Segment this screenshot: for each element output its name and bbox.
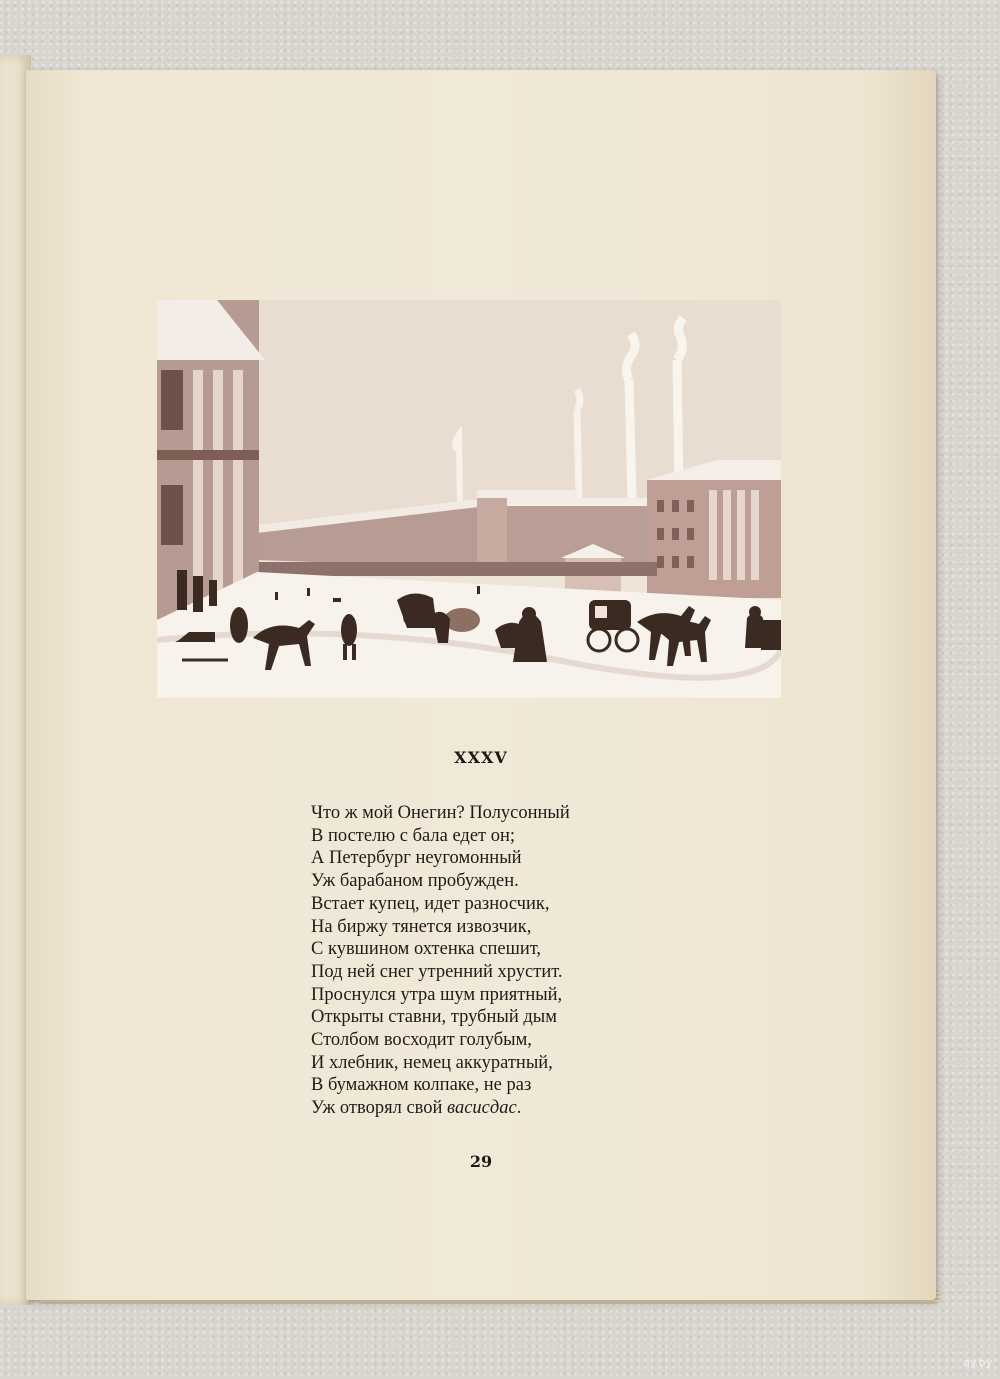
poem-line: В бумажном колпаке, не раз [311,1075,532,1096]
poem-line: С кувшином охтенка спешит, [311,939,542,960]
poem-line: Открыты ставни, трубный дым [311,1007,557,1028]
poem-line: А Петербург неугомонный [311,848,522,869]
page-number: 29 [469,1152,493,1171]
illustration [157,300,781,698]
poem-line: Под ней снег утренний хрустит. [311,961,563,982]
last-line-punctuation: . [516,1098,522,1119]
poem-line: И хлебник, немец аккуратный, [311,1052,553,1073]
poem-line: Столбом восходит голубым, [311,1030,532,1051]
book-page [26,70,936,1300]
last-line-italic-word: васисдас [447,1098,517,1119]
poem-line: Встает купец, идет разносчик, [311,893,550,914]
poem-line: В постелю с бала едет он; [311,825,516,846]
winter-street-drawing [157,300,781,698]
watermark: ay.by [963,1356,992,1369]
poem-line: На биржу тянется извозчик, [311,916,532,937]
poem-stanza [311,802,731,1120]
last-line-text: Уж отворял свой [311,1098,448,1119]
poem-line: Что ж мой Онегин? Полусонный [311,803,570,823]
poem-line: Проснулся утра шум приятный, [311,984,563,1005]
poem-last-line [311,1097,731,1120]
stanza-number: XXXV [454,748,508,767]
poem-line: Уж барабаном пробужден. [311,871,519,892]
